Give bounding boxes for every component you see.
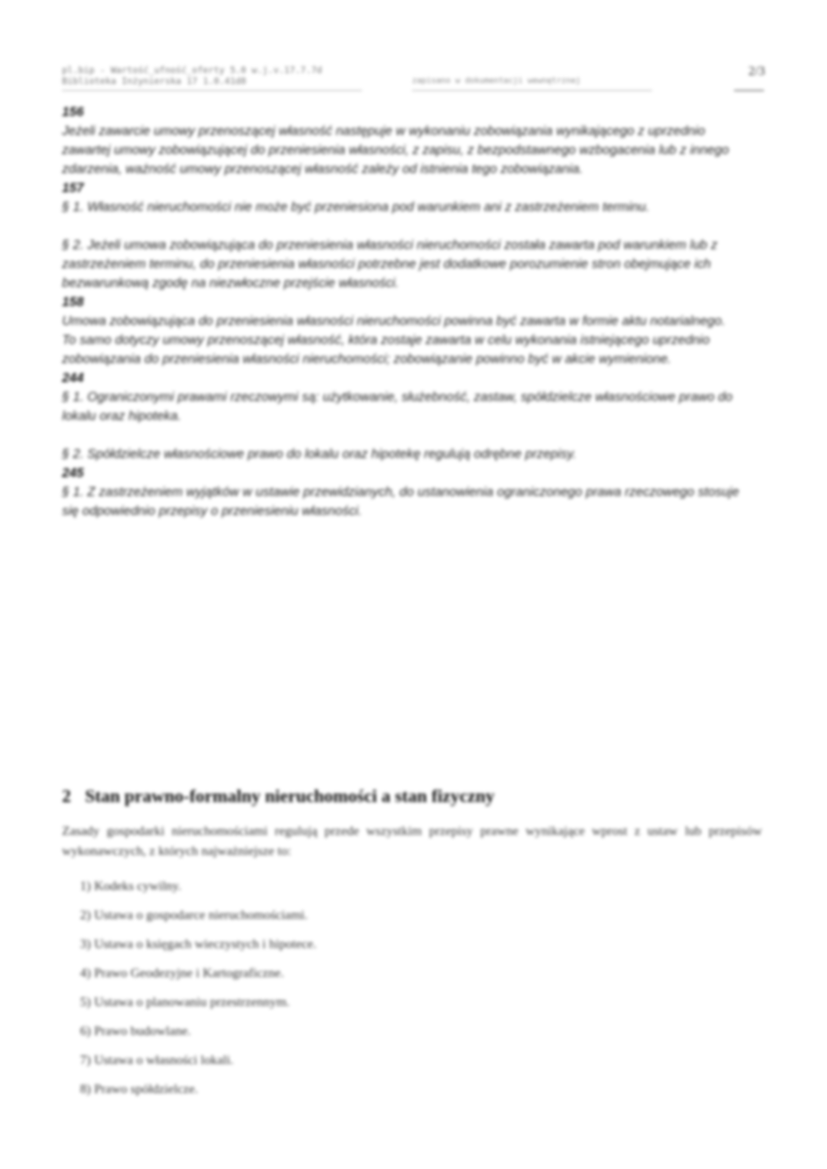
article-paragraph: Umowa zobowiązująca do przeniesienia własności nieruchomości powinna być zawarta w formie aktu notarialnego. To samo dotyczy umowy przenoszącej własność, która zostaje zawarta w celu wykonania istniejącego uprzednio zobowiązania do przeniesienia własności nieruchomości; zobowiązanie powinno być w akcie wymienione. (62, 313, 726, 366)
list-item: 5) Ustawa o planowaniu przestrzennym. (80, 994, 290, 1009)
page-number: 2/3 (748, 63, 765, 78)
section-heading (62, 786, 762, 807)
list-item: 7) Ustawa o własności lokali. (80, 1052, 234, 1067)
section-block (62, 786, 762, 1103)
article-paragraph: § 1. Własność nieruchomości nie może być przeniesiona pod warunkiem ani z zastrzeżeniem terminu. (62, 199, 650, 214)
legislation-list (62, 871, 762, 1103)
article-paragraph: § 1. Ograniczonymi prawami rzeczowymi są: użytkowanie, służebność, zastaw, spółdzielcze własnościowe prawo do lokalu oraz hipoteka. (62, 389, 733, 423)
list-item: 8) Prawo spółdzielcze. (80, 1081, 199, 1096)
article-number: 245 (62, 465, 84, 480)
header-divider (62, 90, 362, 91)
article-number: 157 (62, 180, 84, 195)
article-number: 156 (62, 104, 84, 119)
list-item: 6) Prawo budowlane. (80, 1023, 191, 1038)
section-number: 2 (62, 786, 71, 806)
list-item: 4) Prawo Geodezyjne i Kartograficzne. (80, 965, 284, 980)
article-paragraph: § 1. Z zastrzeżeniem wyjątków w ustawie przewidzianych, do ustanowienia ograniczonego prawa rzeczowego stosuje się odpowiednio przepisy o przeniesieniu własności. (62, 484, 740, 518)
list-item: 3) Ustawa o księgach wieczystych i hipotece. (80, 936, 317, 951)
header-left-subtext: Biblioteka Inżynierska 17 1.0.41d8 (62, 77, 247, 87)
list-item: 2) Ustawa o gospodarce nieruchomościami. (80, 907, 308, 922)
paragraph-gap (62, 425, 742, 444)
header-divider (412, 90, 652, 91)
article-number: 158 (62, 294, 84, 309)
header-divider (734, 90, 764, 91)
article-paragraph: § 2. Spółdzielcze własnościowe prawo do lokalu oraz hipotekę regulują odrębne przepisy. (62, 446, 577, 461)
header-center-text: zapisano w dokumentacji wewnętrznej (412, 76, 581, 85)
article-number: 244 (62, 370, 84, 385)
paragraph-gap (62, 216, 742, 235)
section-title: Stan prawno-formalny nieruchomości a stan fizyczny (85, 786, 495, 806)
header-left-text: pl.bip - Wartość_ufność_oferty 5.0 w.j.v.17.7.7d (62, 66, 323, 76)
running-header (62, 66, 392, 88)
article-paragraph: § 2. Jeżeli umowa zobowiązująca do przeniesienia własności nieruchomości została zawarta pod warunkiem lub z zastrzeżeniem terminu, do przeniesienia własności potrzebne jest dodatkowe porozumienie stron obejmujące ich bezwarunkową zgodę na niezwłoczne przejście własności. (62, 237, 718, 290)
list-item: 1) Kodeks cywilny. (80, 878, 182, 893)
article-paragraph: Jeżeli zawarcie umowy przenoszącej własność następuje w wykonaniu zobowiązania wynikającego z uprzednio zawartej umowy zobowiązującej do przeniesienia własności, z zapisu, z bezpodstawnego wzbogacenia lub z innego zdarzenia, ważność umowy przenoszącej własność zależy od istnienia tego zobowiązania. (62, 123, 729, 176)
section-intro: Zasady gospodarki nieruchomościami regulują przede wszystkim przepisy prawne wynikające wprost z ustaw lub przepisów wykonawczych, z których najważniejsze to: (62, 823, 762, 858)
legal-articles (62, 102, 742, 520)
